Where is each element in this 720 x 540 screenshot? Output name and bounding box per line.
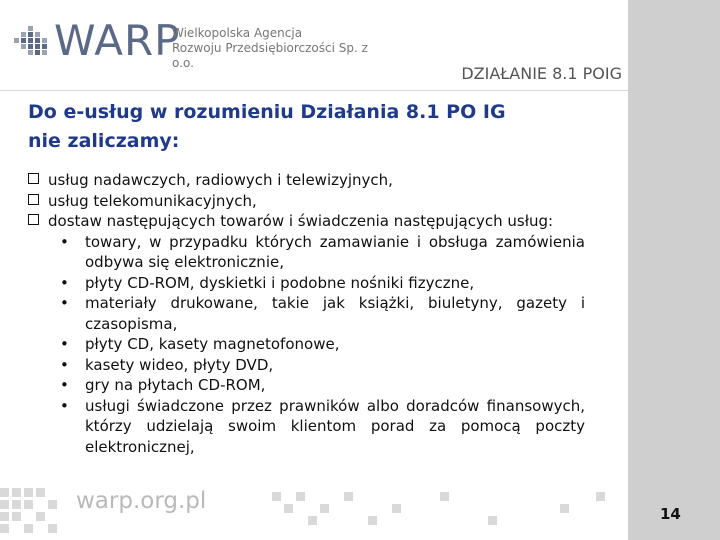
warp-logo-squares-icon [14,26,48,56]
right-sidebar-band [628,0,720,540]
square-bullet-icon [28,194,39,205]
sub-list-item [28,293,585,334]
list-item [28,170,585,191]
dot-bullet-icon: • [60,355,69,374]
list-item [28,211,585,232]
section-label: DZIAŁANIE 8.1 POIG [461,64,622,83]
slide-title-line-1: Do e-usług w rozumieniu Działania 8.1 PO IG [28,101,506,123]
page-number: 14 [660,505,681,523]
square-bullet-icon [28,173,39,184]
dot-bullet-icon: • [60,335,69,353]
list-item-text: usług telekomunikacyjnych, [48,191,257,210]
dot-bullet-icon: • [60,273,69,292]
sub-list-item [28,273,585,294]
sub-list-item-text: kasety wideo, płyty DVD, [85,355,274,374]
sub-list-item [28,375,585,396]
sub-list-item-text: towary, w przypadku których zamawianie i obsługa zamówienia odbywa się elektronicznie, [85,232,585,271]
sub-list-item-text: materiały drukowane, takie jak książki, biuletyny, gazety i czasopisma, [85,294,585,333]
slide-title-line-2: nie zaliczamy: [28,130,180,152]
sub-list-item [28,355,585,376]
sub-list-item [28,232,585,273]
slide-title [28,98,608,156]
footer-url: warp.org.pl [76,488,207,514]
sub-list-item-text: gry na płytach CD-ROM, [85,376,266,394]
list-item-text: dostaw następujących towarów i świadczenia następujących usług: [48,212,554,230]
dot-bullet-icon: • [60,294,69,312]
dot-bullet-icon: • [60,376,69,394]
list-item [28,191,585,212]
header-divider [0,90,628,91]
sub-list-item [28,334,585,355]
sub-list-item-text: płyty CD-ROM, dyskietki i podobne nośniki fizyczne, [85,273,475,292]
logo-subtitle-line-1: Wielkopolska Agencja [172,26,303,40]
logo-subtitle [172,26,384,71]
slide-content [28,170,585,457]
list-item-text: usług nadawczych, radiowych i telewizyjnych, [48,171,393,189]
sub-list-item [28,396,585,458]
warp-logo [14,16,384,70]
logo-subtitle-line-2: Rozwoju Przedsiębiorczości Sp. z o.o. [172,41,368,70]
sub-list [28,232,585,458]
dot-bullet-icon: • [60,232,69,251]
square-bullet-icon [28,214,39,225]
sub-list-item-text: płyty CD, kasety magnetofonowe, [85,335,340,353]
dot-bullet-icon: • [60,396,69,415]
logo-wordmark: WARP [54,16,181,65]
sub-list-item-text: usługi świadczone przez prawników albo doradców finansowych, którzy udzielają swoim klientom porad za pomocą poczty elektronicznej, [85,396,585,456]
